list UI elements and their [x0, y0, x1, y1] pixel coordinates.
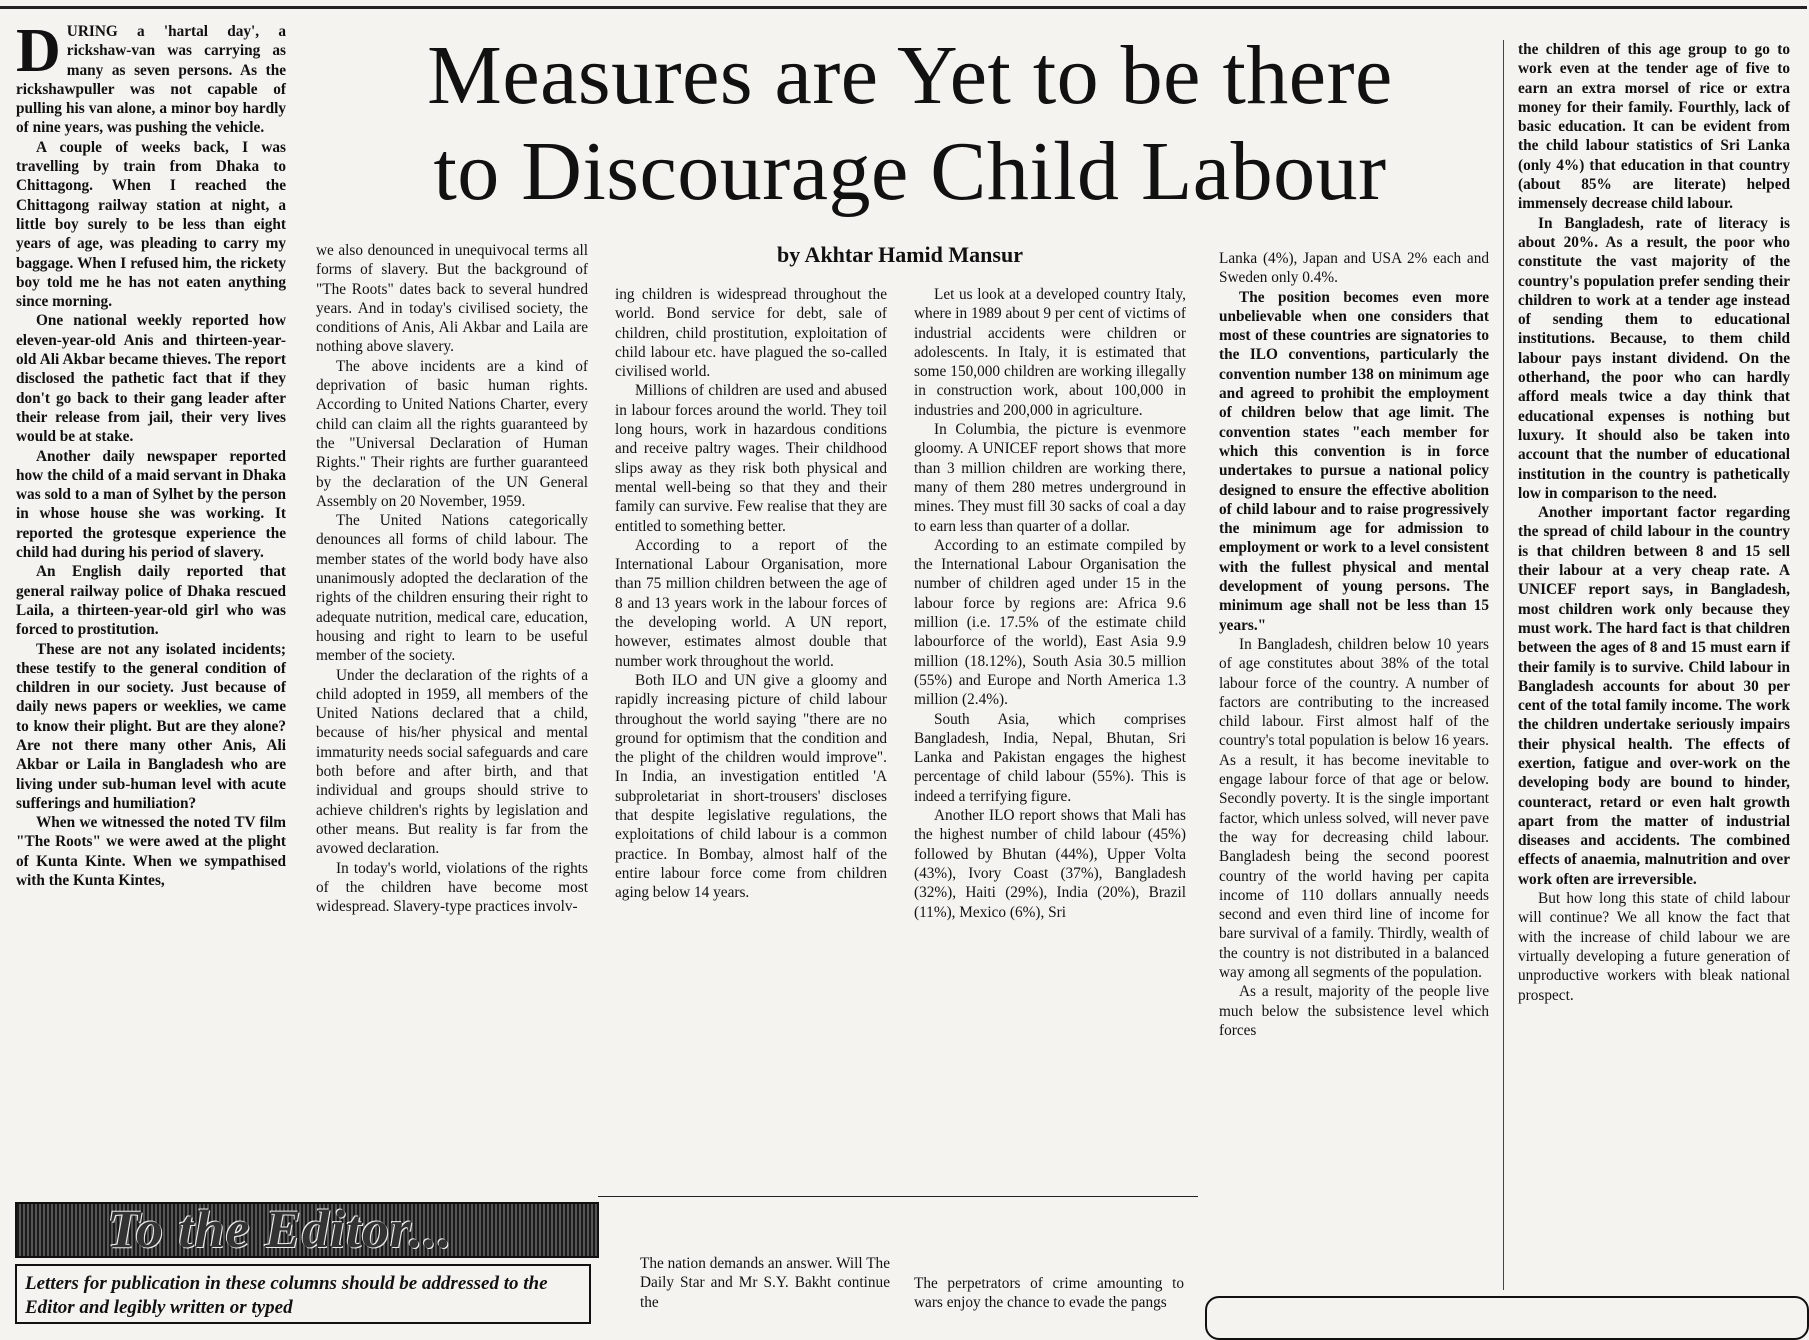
column-4: [914, 285, 1186, 1175]
paragraph: As a result, majority of the people live much below the subsistence level which forces: [1219, 983, 1489, 1039]
paragraph: Another ILO report shows that Mali has the highest number of child labour (45%) followed by Bhutan (44%), Upper Volta (43%), Ivory Coast (37%), Bangladesh (32%), Haiti (29%), India (20%), Brazil (11%), Mexico (6%), Sri: [914, 807, 1186, 921]
paragraph: In Bangladesh, rate of literacy is about 20%. As a result, the poor who constitute the vast majority of the country's population prefer sending their children to work at a tender age instead of sending them to educational institutions. Because, to them child labour pays instant dividend. On the otherhand, the poor who can hardly afford meals twice a day think that educational expenses is nothing but luxury. It should also be taken into account that the number of educational institution in the country is pathetically low in comparison to the need.: [1518, 214, 1790, 502]
to-the-editor-banner: [15, 1199, 599, 1259]
paragraph: The United Nations categorically denounces all forms of child labour. The member states of the world body have also unanimously adopted the declaration of the rights of the children ensuring their right to adequate nutrition, medical care, education, housing and right to learn to be useful member of the society.: [316, 512, 588, 665]
column-2: [316, 241, 588, 1176]
paragraph: According to an estimate compiled by the International Labour Organisation the number of children aged under 15 in the labour force by regions are: Africa 9.6 million (i.e. 17.5% of the estimate child labourforce of the world), East Asia 9.9 million (18.12%), South Asia 30.5 million (55%) and Europe and North America 1.3 million (2.4%).: [914, 536, 1186, 709]
column-5: [1219, 249, 1489, 1289]
paragraph: Both ILO and UN give a gloomy and rapidly increasing picture of child labour throughout the world saying "there are no ground for optimism that the condition and the plight of the children would improve". In India, an investigation entitled 'A subproletariat in short-trousers' discloses that despite legislative regulations, the exploitations of child labour is a common practice. In Bombay, almost half of the entire labour force come from children aging below 14 years.: [615, 671, 887, 902]
column-3: [615, 285, 887, 1175]
headline: [310, 28, 1510, 220]
paragraph: Under the declaration of the rights of a child adopted in 1959, all members of the United Nations declared that a child, because of his/her physical and mental immaturity needs social safeguards and care both before and after birth, and that individual and groups should strive to achieve children's rights by legislation and other means. But reality is far from the avowed declaration.: [316, 666, 588, 858]
paragraph: South Asia, which comprises Bangladesh, India, Nepal, Bhutan, Sri Lanka and Pakistan engages the highest percentage of child labour (55%). This is indeed a terrifying figure.: [914, 710, 1186, 805]
paragraph: In today's world, violations of the rights of the children have become most widespread. Slavery-type practices involv-: [316, 859, 588, 916]
paragraph: DURING a 'hartal day', a rickshaw-van was carrying as many as seven persons. As the rickshawpuller was not capable of pulling his van alone, a minor boy hardly of nine years, was pushing the vehicle.: [16, 17, 286, 137]
top-rule: [0, 6, 1807, 9]
paragraph: Lanka (4%), Japan and USA 2% each and Sweden only 0.4%.: [1219, 250, 1489, 287]
bottom-right-box: [1205, 1296, 1809, 1340]
paragraph: we also denounced in unequivocal terms all forms of slavery. But the background of "The Roots" dates back to several hundred years. And in today's civilised society, the conditions of Anis, Ali Akbar and Laila are nothing above slavery.: [316, 242, 588, 356]
paragraph: One national weekly reported how eleven-year-old Anis and thirteen-year-old Ali Akbar became thieves. The report disclosed the pathetic fact that if they don't go back to their gang leader after their release from jail, their very lives would be at stake.: [16, 312, 286, 446]
to-the-editor-title: To the Editor...: [107, 1199, 453, 1259]
byline: by Akhtar Hamid Mansur: [777, 242, 1023, 267]
paragraph: When we witnessed the noted TV film "The Roots" we were awed at the plight of Kunta Kinte. When we sympathised with the Kunta Kintes,: [16, 814, 286, 890]
paragraph: Millions of children are used and abused in labour forces around the world. They toil long hours, work in hazardous conditions and receive paltry wages. Their childhood slips away as they risk both physical and mental well-being so that they and their family can survive. Few realise that they are entitled to something better.: [615, 382, 887, 535]
bottom-column-4: The perpetrators of crime amounting to wars enjoy the chance to evade the pangs: [914, 1275, 1184, 1312]
column-rule: [1503, 40, 1504, 1290]
paragraph: The above incidents are a kind of deprivation of basic human rights. According to United Nations Charter, every child can claim all the rights guaranteed by the "Universal Declaration of Human Rights." Their rights are further guaranteed by the declaration of the UN General Assembly on 20 November, 1959.: [316, 357, 588, 510]
paragraph: Let us look at a developed country Italy, where in 1989 about 9 per cent of victims of industrial accidents were children or adolescents. In Italy, it is estimated that some 150,000 children are working illegally in construction work, about 100,000 in industries and 200,000 in agriculture.: [914, 286, 1186, 419]
drop-cap: D: [16, 17, 61, 85]
paragraph: These are not any isolated incidents; these testify to the general condition of children in our society. Just because of daily news papers or weeklies, we came to know their plight. But are they alone? Are not there many other Anis, Ali Akbar or Laila in Bangladesh who are living under sub-human level with acute sufferings and humiliation?: [16, 640, 286, 812]
paragraph: the children of this age group to go to work even at the tender age of five to earn an extra morsel of rice or extra money for their family. Fourthly, lack of basic education. It can be evident from the child labour statistics of Sri Lanka (only 4%) that education in that country (about 85% are literate) helped immensely decrease child labour.: [1518, 41, 1790, 213]
section-rule: [598, 1196, 1198, 1197]
paragraph: The position becomes even more unbelievable when one considers that most of these countries are signatories to the ILO conventions, particularly the convention number 138 on minimum age and agreed to prohibit the employment of children below that age limit. The convention states "each member for which this convention is in force undertakes to pursue a national policy designed to ensure the effective abolition of child labour and to raise progressively the minimum age for admission to employment or work to a level consistent with the fullest physical and mental development of young persons. The minimum age shall not be less than 15 years.": [1219, 288, 1489, 634]
paragraph: But how long this state of child labour will continue? We all know the fact that with the increase of child labour we are virtually developing a future generation of unproductive workers with bleak national prospect.: [1518, 890, 1790, 1004]
column-1: [16, 17, 286, 1177]
headline-line-2: to Discourage Child Labour: [433, 125, 1387, 218]
headline-line-1: Measures are Yet to be there: [427, 29, 1393, 122]
paragraph: Another daily newspaper reported how the child of a maid servant in Dhaka was sold to a man of Sylhet by the person in whose house she was working. It reported the grotesque experience the child had during his period of slavery.: [16, 447, 286, 562]
paragraph: In Bangladesh, children below 10 years of age constitutes about 38% of the total labour force of the country. A number of factors are contributing to the increased child labour. First almost half of the country's total population is below 16 years. As a result, it has become inevitable to engage labour force of that age or below. Secondly poverty. It is the single important factor, which unless solved, will never pave the way for decreasing child labour. Bangladesh being the second poorest country of the world having per capita income of 110 dollars annually needs second and even third line of income for bare survival of a family. Thirdly, wealth of the country is not distributed in a balanced way among all segments of the population.: [1219, 635, 1489, 981]
paragraph: A couple of weeks back, I was travelling by train from Dhaka to Chittagong. When I reached the Chittagong railway station at night, a little boy surely to be less than eight years of age, was pleading to carry my baggage. When I refused him, the rickety boy told me he has not eaten anything since morning.: [16, 138, 286, 311]
column-6: [1518, 40, 1790, 1295]
paragraph: An English daily reported that general railway police of Dhaka rescued Laila, a thirteen-year-old girl who was forced to prostitution.: [16, 563, 286, 639]
paragraph: In Columbia, the picture is evenmore gloomy. A UNICEF report shows that more than 3 million children are working there, many of them 280 metres underground in mines. They must fill 30 sacks of coal a day to earn less than quarter of a dollar.: [914, 421, 1186, 535]
paragraph: According to a report of the International Labour Organisation, more than 75 million children between the age of 8 and 13 years work in the labour forces of the developing world. A UN report, however, estimates almost double that number work throughout the world.: [615, 536, 887, 670]
paragraph: ing children is widespread throughout the world. Bond service for debt, sale of children, child prostitution, exploitation of child labour etc. have plagued the so-called civilised world.: [615, 286, 887, 381]
paragraph: Another important factor regarding the spread of child labour in the country is that children between 8 and 15 sell their labour at a very cheap rate. A UNICEF report says, in Bangladesh, most children work only because they must work. The hard fact is that children between the ages of 8 and 15 must earn if their family is to survive. Child labour in Bangladesh accounts for about 30 per cent of the total family income. The work the children undertake seriously impairs their physical health. The effects of exertion, fatigue and over-work on the developing body are bound to hinder, counteract, retard or even halt growth apart from the matter of industrial diseases and accidents. The combined effects of anaemia, malnutrition and over work often are irreversible.: [1518, 504, 1790, 888]
editor-notice-box: Letters for publication in these columns should be addressed to the Editor and legibly written or typed: [15, 1264, 591, 1324]
bottom-column-3: The nation demands an answer. Will The Daily Star and Mr S.Y. Bakht continue the: [640, 1255, 890, 1311]
